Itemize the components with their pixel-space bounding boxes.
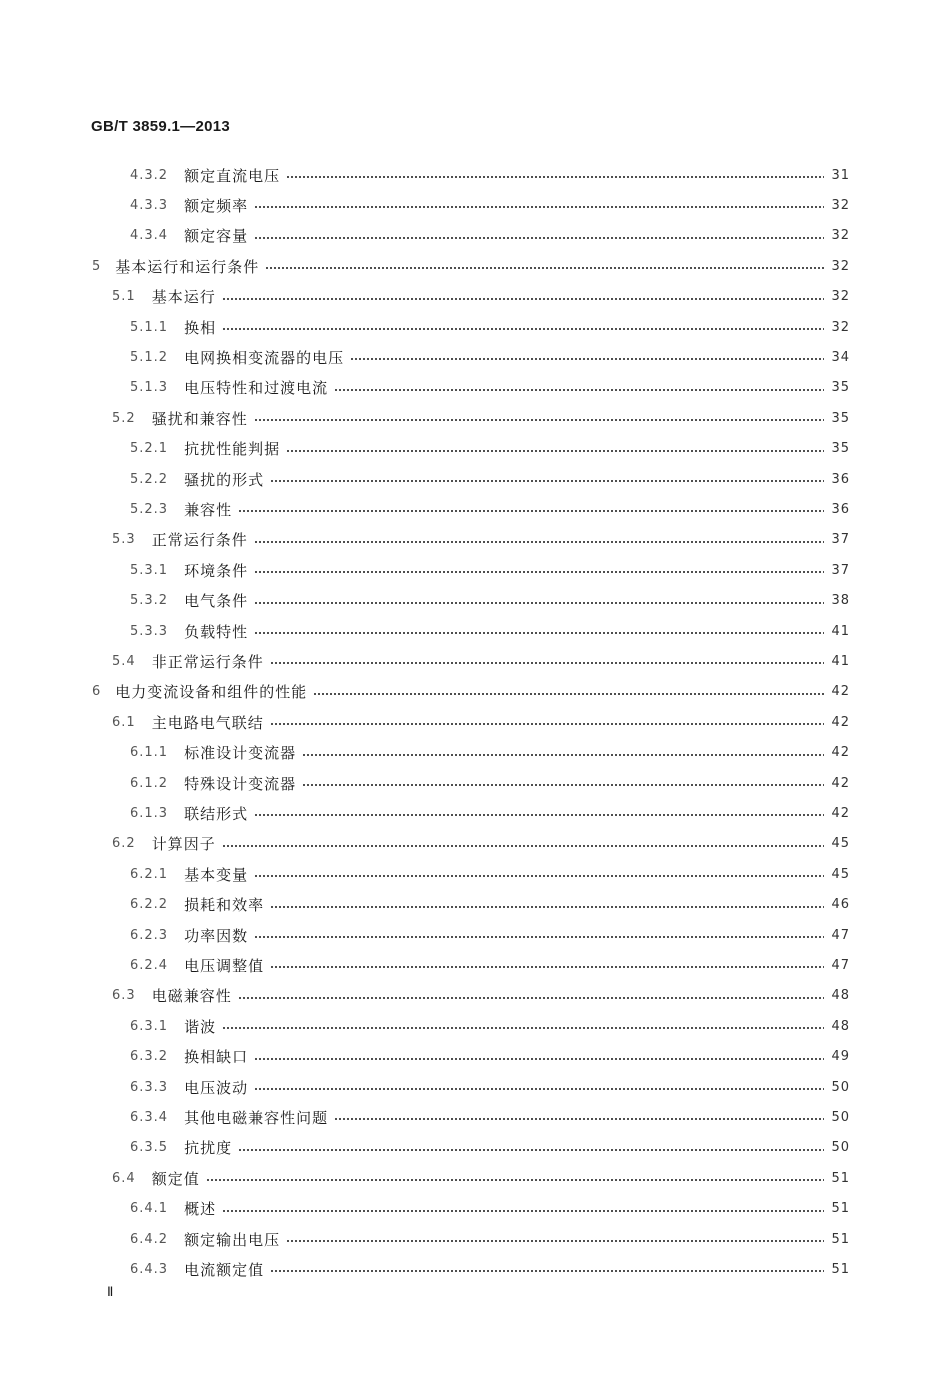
toc-entry-title: 兼容性 [184, 500, 233, 519]
toc-entry-number: 5.2.3 [130, 501, 169, 517]
toc-entry-page: 51 [831, 1170, 850, 1186]
dot-leader [254, 1081, 824, 1093]
dot-leader [334, 1111, 824, 1123]
dot-leader [238, 1142, 824, 1154]
toc-entry[interactable] [112, 981, 850, 1011]
toc-entry-title: 额定输出电压 [184, 1230, 281, 1249]
toc-entry-title: 概述 [184, 1200, 217, 1219]
dot-leader [222, 291, 824, 303]
toc-entry-title: 额定频率 [184, 196, 249, 215]
toc-entry-number: 5.2.1 [130, 441, 169, 457]
toc-entry[interactable] [130, 1102, 850, 1132]
toc-entry-page: 42 [831, 745, 850, 761]
dot-leader [254, 868, 824, 880]
toc-entry[interactable] [112, 1163, 850, 1193]
toc-entry-number: 5.3.3 [130, 623, 169, 639]
toc-entry-number: 4.3.4 [130, 228, 169, 244]
toc-entry-number: 6.1.2 [130, 775, 169, 791]
toc-entry-number: 5.2.2 [130, 471, 169, 487]
toc-entry-number: 6.3.4 [130, 1109, 169, 1125]
dot-leader [238, 990, 824, 1002]
toc-entry-page: 35 [831, 441, 850, 457]
dot-leader [270, 716, 824, 728]
toc-entry[interactable] [130, 555, 850, 585]
toc-entry-title: 主电路电气联结 [151, 713, 264, 732]
toc-entry-title: 电压调整值 [184, 956, 265, 975]
toc-entry-title: 非正常运行条件 [151, 652, 264, 671]
toc-entry-title: 基本运行和运行条件 [115, 257, 260, 276]
dot-leader [313, 686, 824, 698]
toc-entry-title: 负载特性 [184, 622, 249, 641]
toc-entry-page: 47 [831, 957, 850, 973]
dot-leader [286, 443, 824, 455]
toc-entry-page: 50 [831, 1140, 850, 1156]
toc-entry[interactable] [130, 950, 850, 980]
dot-leader [286, 1233, 824, 1245]
toc-entry-title: 电流额定值 [184, 1260, 265, 1279]
dot-leader [350, 351, 824, 363]
toc-entry[interactable] [130, 586, 850, 616]
dot-leader [286, 169, 824, 181]
toc-entry-page: 34 [831, 349, 850, 365]
page-number: Ⅱ [107, 1284, 114, 1299]
toc-entry[interactable] [130, 859, 850, 889]
toc-entry-title: 电压特性和过渡电流 [184, 379, 329, 398]
toc-entry-number: 6.3 [112, 988, 136, 1004]
toc-entry-number: 6.2.2 [130, 897, 169, 913]
toc-entry-number: 6.4.3 [130, 1261, 169, 1277]
dot-leader [302, 747, 824, 759]
toc-entry-number: 5.3.1 [130, 562, 169, 578]
toc-entry-number: 4.3.3 [130, 197, 169, 213]
toc-entry-page: 49 [831, 1049, 850, 1065]
toc-entry[interactable] [130, 768, 850, 798]
toc-entry-number: 5.2 [112, 410, 136, 426]
toc-entry-number: 4.3.2 [130, 167, 169, 183]
toc-entry-title: 换相 [184, 318, 217, 337]
dot-leader [270, 959, 824, 971]
dot-leader [238, 503, 824, 515]
dot-leader [222, 838, 824, 850]
toc-entry-page: 51 [831, 1201, 850, 1217]
toc-entry-page: 37 [831, 532, 850, 548]
dot-leader [254, 534, 824, 546]
toc-entry-title: 联结形式 [184, 804, 249, 823]
toc-entry[interactable] [112, 403, 850, 433]
toc-entry-number: 6.2 [112, 836, 136, 852]
dot-leader [302, 777, 824, 789]
toc-entry-title: 基本运行 [151, 288, 216, 307]
toc-entry[interactable] [130, 1194, 850, 1224]
toc-entry-title: 特殊设计变流器 [184, 774, 297, 793]
toc-entry-number: 6.2.4 [130, 957, 169, 973]
dot-leader [334, 382, 824, 394]
dot-leader [254, 807, 824, 819]
toc-entry-number: 6.4.2 [130, 1231, 169, 1247]
toc-entry-title: 损耗和效率 [184, 896, 265, 915]
toc-entry-page: 41 [831, 623, 850, 639]
toc-entry-title: 基本变量 [184, 865, 249, 884]
toc-entry-page: 51 [831, 1231, 850, 1247]
toc-entry[interactable] [130, 373, 850, 403]
toc-entry-title: 计算因子 [151, 835, 216, 854]
toc-entry[interactable] [130, 160, 850, 190]
toc-entry-title: 正常运行条件 [151, 531, 248, 550]
toc-entry-title: 其他电磁兼容性问题 [184, 1108, 329, 1127]
toc-entry-page: 37 [831, 562, 850, 578]
toc-entry-page: 51 [831, 1261, 850, 1277]
toc-entry[interactable] [130, 190, 850, 220]
standard-code-header: GB/T 3859.1—2013 [91, 118, 231, 135]
toc-entry[interactable] [130, 1133, 850, 1163]
toc-entry-page: 32 [831, 289, 850, 305]
toc-entry[interactable] [130, 1224, 850, 1254]
dot-leader [254, 625, 824, 637]
toc-entry-title: 电网换相变流器的电压 [184, 348, 345, 367]
toc-entry-page: 35 [831, 410, 850, 426]
toc-entry-page: 42 [831, 805, 850, 821]
dot-leader [254, 929, 824, 941]
toc-entry-title: 环境条件 [184, 561, 249, 580]
toc-entry-number: 6.3.5 [130, 1140, 169, 1156]
dot-leader [254, 564, 824, 576]
toc-entry-page: 47 [831, 927, 850, 943]
toc-entry-page: 48 [831, 1018, 850, 1034]
toc-entry[interactable] [130, 434, 850, 464]
toc-entry-number: 6.1 [112, 714, 136, 730]
toc-entry-title: 电磁兼容性 [151, 987, 232, 1006]
toc-entry[interactable] [130, 616, 850, 646]
toc-entry-page: 38 [831, 593, 850, 609]
toc-entry[interactable] [130, 494, 850, 524]
toc-entry-title: 电力变流设备和组件的性能 [115, 683, 308, 702]
toc-entry-number: 5.3 [112, 532, 136, 548]
toc-entry[interactable] [130, 890, 850, 920]
toc-entry[interactable] [130, 312, 850, 342]
toc-entry-title: 额定直流电压 [184, 166, 281, 185]
toc-entry-page: 36 [831, 471, 850, 487]
toc-entry-page: 35 [831, 380, 850, 396]
toc-entry-page: 36 [831, 501, 850, 517]
toc-entry-page: 50 [831, 1079, 850, 1095]
toc-entry-title: 功率因数 [184, 926, 249, 945]
dot-leader [254, 199, 824, 211]
toc-entry-page: 46 [831, 897, 850, 913]
toc-entry-title: 抗扰度 [184, 1139, 233, 1158]
toc-entry-page: 45 [831, 866, 850, 882]
dot-leader [254, 412, 824, 424]
toc-entry-number: 5.4 [112, 653, 136, 669]
toc-entry-number: 6.3.1 [130, 1018, 169, 1034]
toc-entry-title: 谐波 [184, 1017, 217, 1036]
toc-entry-title: 骚扰和兼容性 [151, 409, 248, 428]
toc-entry-page: 41 [831, 653, 850, 669]
toc-entry[interactable] [92, 251, 850, 281]
dot-leader [222, 321, 824, 333]
toc-entry-title: 抗扰性能判据 [184, 440, 281, 459]
dot-leader [254, 1051, 824, 1063]
toc-entry[interactable] [112, 282, 850, 312]
toc-entry[interactable] [130, 342, 850, 372]
toc-entry-page: 42 [831, 775, 850, 791]
toc-entry-page: 31 [831, 167, 850, 183]
toc-entry-page: 32 [831, 228, 850, 244]
toc-entry-title: 电气条件 [184, 592, 249, 611]
toc-entry-page: 48 [831, 988, 850, 1004]
toc-entry[interactable] [130, 1042, 850, 1072]
dot-leader [270, 655, 824, 667]
toc-entry[interactable] [130, 920, 850, 950]
toc-entry-title: 额定值 [151, 1169, 200, 1188]
dot-leader [265, 260, 824, 272]
toc-entry-number: 5.1 [112, 289, 136, 305]
toc-entry-number: 6.2.1 [130, 866, 169, 882]
toc-entry-number: 6.2.3 [130, 927, 169, 943]
toc-entry[interactable] [130, 798, 850, 828]
dot-leader [254, 230, 824, 242]
toc-entry-page: 42 [831, 684, 850, 700]
toc-entry-title: 换相缺口 [184, 1048, 249, 1067]
toc-entry[interactable] [112, 829, 850, 859]
toc-entry[interactable] [112, 646, 850, 676]
toc-entry-number: 6.3.2 [130, 1049, 169, 1065]
dot-leader [206, 1172, 824, 1184]
toc-entry[interactable] [130, 1072, 850, 1102]
toc-entry-number: 5.1.2 [130, 349, 169, 365]
dot-leader [270, 1263, 824, 1275]
toc-entry[interactable] [130, 464, 850, 494]
toc-entry-page: 42 [831, 714, 850, 730]
dot-leader [254, 595, 824, 607]
toc-entry[interactable] [112, 525, 850, 555]
toc-entry-title: 额定容量 [184, 227, 249, 246]
toc-entry[interactable] [130, 738, 850, 768]
toc-entry-number: 6.1.3 [130, 805, 169, 821]
toc-entry-number: 6 [92, 684, 102, 700]
toc-entry[interactable] [112, 707, 850, 737]
toc-entry-number: 5 [92, 258, 102, 274]
toc-entry-number: 5.1.3 [130, 380, 169, 396]
toc-entry[interactable] [130, 1011, 850, 1041]
toc-entry[interactable] [92, 677, 850, 707]
dot-leader [222, 1203, 824, 1215]
toc-entry-page: 32 [831, 319, 850, 335]
toc-entry-title: 电压波动 [184, 1078, 249, 1097]
toc-entry-page: 32 [831, 197, 850, 213]
toc-entry-number: 5.3.2 [130, 593, 169, 609]
toc-entry-number: 5.1.1 [130, 319, 169, 335]
toc-entry-number: 6.4.1 [130, 1201, 169, 1217]
toc-entry-title: 标准设计变流器 [184, 744, 297, 763]
toc-entry-title: 骚扰的形式 [184, 470, 265, 489]
toc-entry-page: 45 [831, 836, 850, 852]
toc-entry-page: 32 [831, 258, 850, 274]
toc-entry-number: 6.1.1 [130, 745, 169, 761]
toc-entry-number: 6.4 [112, 1170, 136, 1186]
dot-leader [270, 899, 824, 911]
dot-leader [222, 1020, 824, 1032]
dot-leader [270, 473, 824, 485]
toc-entry-number: 6.3.3 [130, 1079, 169, 1095]
toc-entry[interactable] [130, 1254, 850, 1284]
toc-entry[interactable] [130, 221, 850, 251]
toc-entry-page: 50 [831, 1109, 850, 1125]
